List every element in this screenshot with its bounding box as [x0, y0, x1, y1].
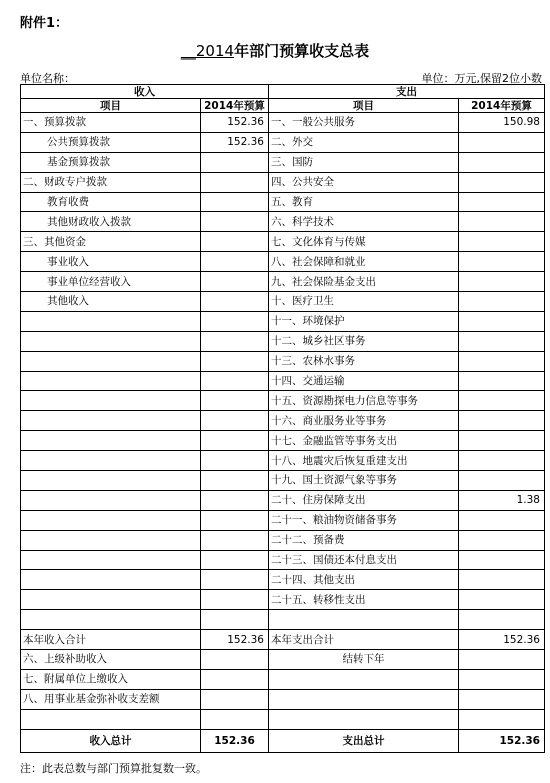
table-row: [21, 132, 545, 152]
income-item: [21, 510, 201, 530]
income-budget: [201, 192, 269, 212]
income-budget: [201, 510, 269, 530]
expense-item: 二十五、转移性支出: [269, 590, 459, 610]
expense-budget: [459, 610, 545, 630]
income-item: 三、其他资金: [21, 232, 201, 252]
table-row: [21, 530, 545, 550]
income-total-label: 收入总计: [21, 729, 201, 752]
table-row: [21, 252, 545, 272]
expense-item: 三、国防: [269, 152, 459, 172]
expense-budget: [459, 232, 545, 252]
expense-budget: [459, 192, 545, 212]
income-item: 六、上级补助收入: [21, 650, 201, 670]
expense-item: 七、文化体育与传媒: [269, 232, 459, 252]
expense-item: [269, 709, 459, 729]
expense-budget: [459, 550, 545, 570]
income-item: [21, 471, 201, 491]
table-row: [21, 212, 545, 232]
expense-item: 十四、交通运输: [269, 371, 459, 391]
income-budget: [201, 669, 269, 689]
income-total-value: 152.36: [201, 729, 269, 752]
expense-item: 九、社会保险基金支出: [269, 272, 459, 292]
table-row: [21, 709, 545, 729]
income-budget: [201, 490, 269, 510]
income-budget: [201, 391, 269, 411]
expense-item: 五、教育: [269, 192, 459, 212]
expense-budget-header: 2014年预算: [459, 99, 545, 113]
table-row: [21, 411, 545, 431]
expense-budget: [459, 311, 545, 331]
expense-budget: [459, 272, 545, 292]
table-row: [21, 490, 545, 510]
income-budget: [201, 292, 269, 312]
table-row: [21, 152, 545, 172]
expense-budget: [459, 132, 545, 152]
expense-item: [269, 610, 459, 630]
income-item: 一、预算拨款: [21, 113, 201, 133]
income-item-header: 项目: [21, 99, 201, 113]
income-budget: [201, 311, 269, 331]
income-item: [21, 371, 201, 391]
expense-budget: [459, 292, 545, 312]
income-item: 其他收入: [21, 292, 201, 312]
table-row: [21, 550, 545, 570]
table-row: [21, 232, 545, 252]
section-header-row: [21, 85, 545, 99]
income-item: [21, 411, 201, 431]
expense-item: 结转下年: [269, 650, 459, 670]
expense-budget: [459, 570, 545, 590]
income-budget: 152.36: [201, 113, 269, 133]
expense-budget: [459, 669, 545, 689]
income-item: [21, 570, 201, 590]
expense-total-value: 152.36: [459, 729, 545, 752]
expense-item: 二十三、国债还本付息支出: [269, 550, 459, 570]
expense-budget: [459, 451, 545, 471]
income-budget: 152.36: [201, 630, 269, 650]
table-row: [21, 610, 545, 630]
income-budget: [201, 172, 269, 192]
income-budget: [201, 331, 269, 351]
income-item: [21, 391, 201, 411]
income-item: 事业单位经营收入: [21, 272, 201, 292]
expense-item: 二十、住房保障支出: [269, 490, 459, 510]
expense-budget: [459, 650, 545, 670]
income-item: 事业收入: [21, 252, 201, 272]
total-row: [21, 729, 545, 752]
income-item: 公共预算拨款: [21, 132, 201, 152]
income-budget: [201, 152, 269, 172]
expense-budget: [459, 212, 545, 232]
table-row: [21, 510, 545, 530]
expense-budget: [459, 471, 545, 491]
unit-name-label: 单位名称：: [20, 72, 75, 85]
income-item: 其他财政收入拨款: [21, 212, 201, 232]
income-item: 二、财政专户拨款: [21, 172, 201, 192]
income-item: [21, 490, 201, 510]
column-header-row: [21, 99, 545, 113]
budget-table: [20, 84, 545, 753]
expense-budget: [459, 371, 545, 391]
table-row: [21, 669, 545, 689]
expense-budget: 152.36: [459, 630, 545, 650]
expense-item: 六、科学技术: [269, 212, 459, 232]
table-row: [21, 451, 545, 471]
expense-budget: [459, 172, 545, 192]
expense-budget: [459, 411, 545, 431]
expense-budget: [459, 152, 545, 172]
table-row: [21, 311, 545, 331]
table-row: [21, 570, 545, 590]
income-budget: [201, 650, 269, 670]
expense-budget: [459, 530, 545, 550]
expense-item: [269, 689, 459, 709]
expense-budget: [459, 252, 545, 272]
expense-budget: 1.38: [459, 490, 545, 510]
income-item: [21, 451, 201, 471]
table-row: [21, 650, 545, 670]
expense-item: 二、外交: [269, 132, 459, 152]
table-row: [21, 351, 545, 371]
table-row: [21, 391, 545, 411]
expense-item: 二十四、其他支出: [269, 570, 459, 590]
expense-item: 十九、国土资源气象等事务: [269, 471, 459, 491]
income-budget: [201, 431, 269, 451]
income-budget: [201, 689, 269, 709]
expense-budget: [459, 689, 545, 709]
expense-item: 二十二、预备费: [269, 530, 459, 550]
income-budget: [201, 411, 269, 431]
footnote: 注：此表总数与部门预算批复数一致。: [20, 762, 207, 775]
title-text: 年部门预算收支总表: [234, 42, 370, 60]
expense-item: 十五、资源勘探电力信息等事务: [269, 391, 459, 411]
income-budget: [201, 550, 269, 570]
income-budget: [201, 709, 269, 729]
income-item: 教育收费: [21, 192, 201, 212]
expense-item-header: 项目: [269, 99, 459, 113]
expense-budget: [459, 709, 545, 729]
income-item: [21, 530, 201, 550]
expense-item: [269, 669, 459, 689]
table-row: [21, 113, 545, 133]
income-item: [21, 431, 201, 451]
table-row: [21, 471, 545, 491]
expense-total-label: 支出总计: [269, 729, 459, 752]
table-row: [21, 172, 545, 192]
income-item: 七、附属单位上缴收入: [21, 669, 201, 689]
income-budget-header: 2014年预算: [201, 99, 269, 113]
income-budget: [201, 570, 269, 590]
income-budget: [201, 252, 269, 272]
expense-budget: [459, 351, 545, 371]
income-item: [21, 331, 201, 351]
income-budget: [201, 212, 269, 232]
table-row: [21, 192, 545, 212]
income-budget: [201, 451, 269, 471]
income-budget: 152.36: [201, 132, 269, 152]
table-row: [21, 371, 545, 391]
expense-item: 十、医疗卫生: [269, 292, 459, 312]
expense-budget: [459, 431, 545, 451]
income-item: 本年收入合计: [21, 630, 201, 650]
income-item: [21, 550, 201, 570]
expense-item: 四、公共安全: [269, 172, 459, 192]
expense-budget: [459, 391, 545, 411]
expense-budget: [459, 331, 545, 351]
table-row: [21, 431, 545, 451]
table-row: [21, 630, 545, 650]
expense-item: 十二、城乡社区事务: [269, 331, 459, 351]
income-item: [21, 351, 201, 371]
income-budget: [201, 530, 269, 550]
income-item: 八、用事业基金弥补收支差额: [21, 689, 201, 709]
income-budget: [201, 351, 269, 371]
expense-item: 十一、环境保护: [269, 311, 459, 331]
income-budget: [201, 471, 269, 491]
income-item: [21, 610, 201, 630]
income-item: [21, 311, 201, 331]
income-budget: [201, 371, 269, 391]
attachment-label: 附件1：: [20, 16, 69, 31]
table-row: [21, 272, 545, 292]
income-budget: [201, 590, 269, 610]
expense-item: 十八、地震灾后恢复重建支出: [269, 451, 459, 471]
table-row: [21, 590, 545, 610]
expense-budget: [459, 510, 545, 530]
unit-note: 单位：万元,保留2位小数: [421, 72, 542, 85]
income-item: 基金预算拨款: [21, 152, 201, 172]
expense-item: 本年支出合计: [269, 630, 459, 650]
expense-item: 十七、金融监管等事务支出: [269, 431, 459, 451]
table-row: [21, 689, 545, 709]
income-budget: [201, 232, 269, 252]
expense-header: 支出: [269, 85, 545, 99]
expense-budget: 150.98: [459, 113, 545, 133]
expense-item: 十六、商业服务业等事务: [269, 411, 459, 431]
income-header: 收入: [21, 85, 269, 99]
title-year: __2014: [180, 42, 235, 60]
income-item: [21, 709, 201, 729]
expense-item: 一、一般公共服务: [269, 113, 459, 133]
income-budget: [201, 272, 269, 292]
page-title: [0, 40, 550, 61]
expense-budget: [459, 590, 545, 610]
income-item: [21, 590, 201, 610]
table-row: [21, 292, 545, 312]
expense-item: 八、社会保障和就业: [269, 252, 459, 272]
expense-item: 二十一、粮油物资储备事务: [269, 510, 459, 530]
table-row: [21, 331, 545, 351]
income-budget: [201, 610, 269, 630]
expense-item: 十三、农林水事务: [269, 351, 459, 371]
